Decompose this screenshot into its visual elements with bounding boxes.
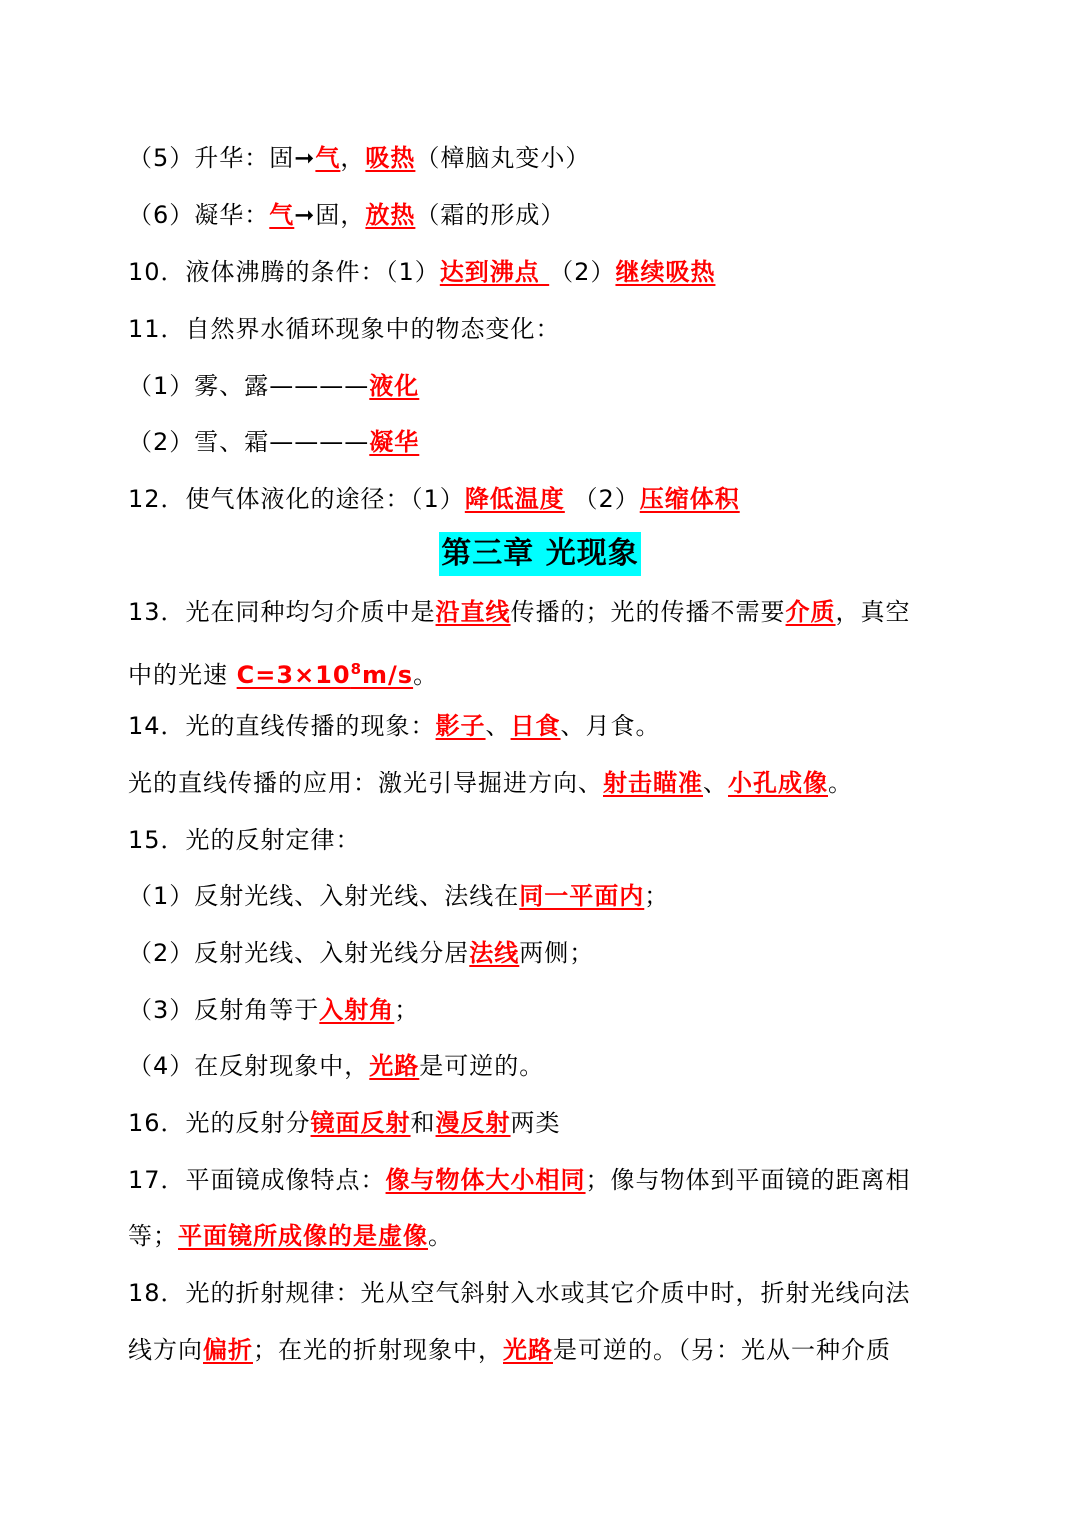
- text-line-item-15-4: （4）在反射现象中，光路是可逆的。: [128, 1052, 545, 1080]
- keyword: 达到沸点: [439, 258, 550, 286]
- keyword: 凝华: [369, 428, 420, 456]
- keyword: 气: [269, 201, 295, 229]
- text-line-item-15: 15．光的反射定律：: [128, 826, 361, 854]
- keyword: 像与物体大小相同: [385, 1166, 586, 1194]
- text-line-sublimation: （5）升华：固➞气，吸热（樟脑丸变小）: [128, 144, 591, 172]
- keyword: 吸热: [365, 144, 416, 172]
- text-line-item-13-cont: 中的光速 $C=3\times 10^8m/s$。: [128, 660, 439, 689]
- text-line-item-18-cont: 线方向偏折；在光的折射现象中，光路是可逆的。（另：光从一种介质: [128, 1336, 891, 1364]
- text-line-item-12: 12．使气体液化的途径：（1）降低温度 （2）压缩体积: [128, 485, 740, 513]
- text-line-item-14-applications: 光的直线传播的应用：激光引导掘进方向、射击瞄准、小孔成像。: [128, 769, 853, 797]
- keyword: 漫反射: [435, 1109, 511, 1137]
- keyword: 偏折: [203, 1336, 253, 1364]
- text-line-item-11: 11．自然界水循环现象中的物态变化：: [128, 315, 561, 343]
- keyword: 光路: [369, 1052, 420, 1080]
- text-line-item-11-2: （2）雪、霜————凝华: [128, 428, 420, 456]
- keyword: 小孔成像: [728, 769, 828, 797]
- keyword: 镜面反射: [310, 1109, 411, 1137]
- keyword: 介质: [785, 598, 836, 626]
- keyword: 法线: [469, 939, 520, 967]
- keyword: 日食: [510, 712, 561, 740]
- text-line-item-17: 17．平面镜成像特点：像与物体大小相同；像与物体到平面镜的距离相: [128, 1166, 911, 1194]
- text-line-item-13: 13．光在同种均匀介质中是沿直线传播的；光的传播不需要介质，真空: [128, 598, 911, 626]
- text-line-item-15-3: （3）反射角等于入射角；: [128, 996, 420, 1024]
- keyword: 射击瞄准: [603, 769, 703, 797]
- keyword: 压缩体积: [639, 485, 740, 513]
- keyword: 继续吸热: [615, 258, 716, 286]
- chapter-heading: 第三章 光现象: [439, 532, 640, 576]
- keyword: 平面镜所成像的是虚像: [178, 1222, 428, 1250]
- text-line-item-15-2: （2）反射光线、入射光线分居法线两侧；: [128, 939, 595, 967]
- text-line-item-18: 18．光的折射规律：光从空气斜射入水或其它介质中时，折射光线向法: [128, 1279, 911, 1307]
- light-speed-formula: $C=3\times 10^8m/s$: [236, 660, 414, 689]
- keyword: 降低温度: [464, 485, 565, 513]
- text-line-item-10: 10．液体沸腾的条件：（1）达到沸点 （2）继续吸热: [128, 258, 716, 286]
- text-line-item-11-1: （1）雾、露————液化: [128, 372, 420, 400]
- keyword: 影子: [435, 712, 486, 740]
- keyword: 气: [315, 144, 341, 172]
- text-line-item-14: 14．光的直线传播的现象：影子、日食、月食。: [128, 712, 661, 740]
- chapter-heading-row: [0, 532, 1080, 576]
- keyword: 同一平面内: [519, 882, 645, 910]
- keyword: 放热: [365, 201, 416, 229]
- keyword: 光路: [503, 1336, 553, 1364]
- keyword: 液化: [369, 372, 420, 400]
- keyword: 沿直线: [435, 598, 511, 626]
- text-line-deposition: （6）凝华：气➞固，放热（霜的形成）: [128, 201, 566, 229]
- text-line-item-15-1: （1）反射光线、入射光线、法线在同一平面内；: [128, 882, 670, 910]
- text-line-item-17-cont: 等；平面镜所成像的是虚像。: [128, 1222, 453, 1250]
- text-line-item-16: 16．光的反射分镜面反射和漫反射两类: [128, 1109, 561, 1137]
- keyword: 入射角: [319, 996, 395, 1024]
